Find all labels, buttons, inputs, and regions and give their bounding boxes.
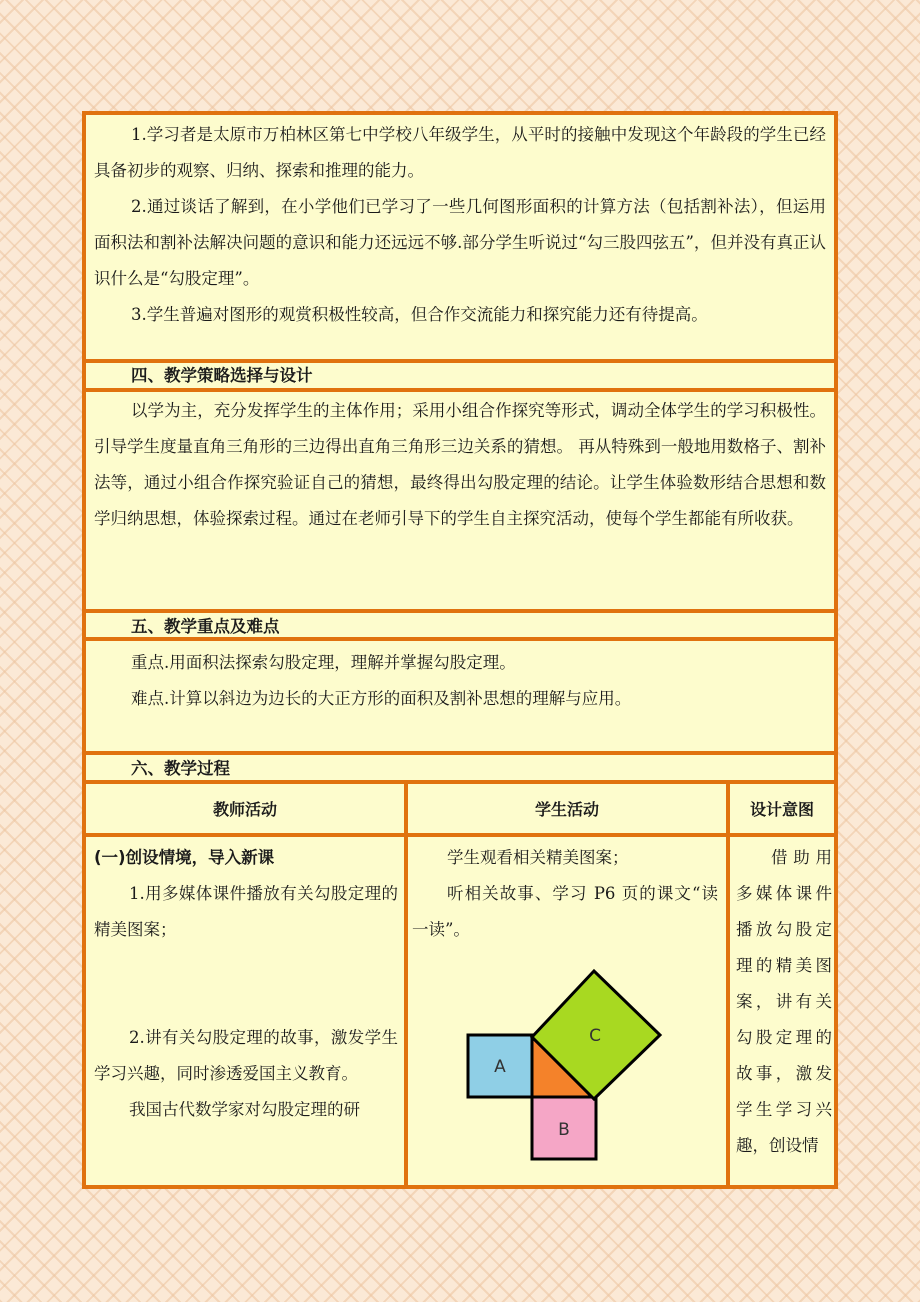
design-intent-cell [736,840,832,1164]
section-title-strategy: 四、教学策略选择与设计 [131,366,313,385]
square-c-label: C [589,1026,601,1046]
pythagorean-squares-figure [464,965,664,1165]
row-divider [86,751,834,755]
learner-paragraph-3: 3.学生普遍对图形的观赏积极性较高，但合作交流能力和探究能力还有待提高。 [131,305,708,324]
lesson-plan-table [82,111,838,1189]
column-header-student: 学生活动 [534,800,599,819]
square-b-label: B [558,1120,570,1140]
student-step-2: 听相关故事、学习 P6 页的课文“读一读”。 [412,884,718,939]
row-divider [86,609,834,613]
row-divider [86,388,834,392]
key-point-paragraph: 重点.用面积法探索勾股定理，理解并掌握勾股定理。 [131,653,516,672]
row-divider [86,780,834,784]
strategy-block [86,393,834,537]
learner-analysis-block [86,117,834,333]
learner-paragraph-1: 1.学习者是太原市万柏林区第七中学校八年级学生，从平时的接触中发现这个年龄段的学生已经具备初步的观察、归纳、探索和推理的能力。 [94,125,826,180]
difficulty-paragraph: 难点.计算以斜边为边长的大正方形的面积及割补思想的理解与应用。 [131,689,632,708]
teacher-step-2: 2.讲有关勾股定理的故事，激发学生学习兴趣，同时渗透爱国主义教育。 [94,1028,398,1083]
section-title-key-points: 五、教学重点及难点 [131,617,280,636]
section-title-process: 六、教学过程 [131,759,230,778]
row-divider [86,833,834,837]
design-intent-text: 借助用多媒体课件播放勾股定理的精美图案，讲有关勾股定理的故事，激发学生学习兴趣，创设情 [736,848,832,1155]
teacher-activity-cell [94,840,398,1128]
column-header-intent: 设计意图 [749,800,814,819]
square-a-label: A [494,1057,506,1077]
column-header-teacher: 教师活动 [212,800,277,819]
teacher-step-1: 1.用多媒体课件播放有关勾股定理的精美图案； [94,884,398,939]
student-activity-cell [412,840,718,948]
row-divider [86,637,834,641]
learner-paragraph-2: 2.通过谈话了解到，在小学他们已学习了一些几何图形面积的计算方法（包括割补法），但运用面积法和割补法解决问题的意识和能力还远远不够.部分学生听说过“勾三股四弦五”，但并没有真正认识什么是“勾股定理”。 [94,197,826,288]
strategy-paragraph: 以学为主，充分发挥学生的主体作用；采用小组合作探究等形式，调动全体学生的学习积极性。引导学生度量直角三角形的三边得出直角三角形三边关系的猜想。 再从特殊到一般地用数格子、割补法等，通过小组合作探究验证自己的猜想，最终得出勾股定理的结论。让学生体验数形结合思想和数学归纳思想，体验探索过程。通过在老师引导下的学生自主探究活动，使每个学生都能有所收获。 [94,401,826,528]
row-divider [86,359,834,363]
student-step-1: 学生观看相关精美图案； [447,848,629,867]
column-divider [404,781,408,1189]
key-points-block [86,645,834,717]
teacher-step-3: 我国古代数学家对勾股定理的研 [129,1100,360,1119]
teacher-section-heading: (一)创设情境，导入新课 [94,848,275,867]
column-divider [726,781,730,1189]
